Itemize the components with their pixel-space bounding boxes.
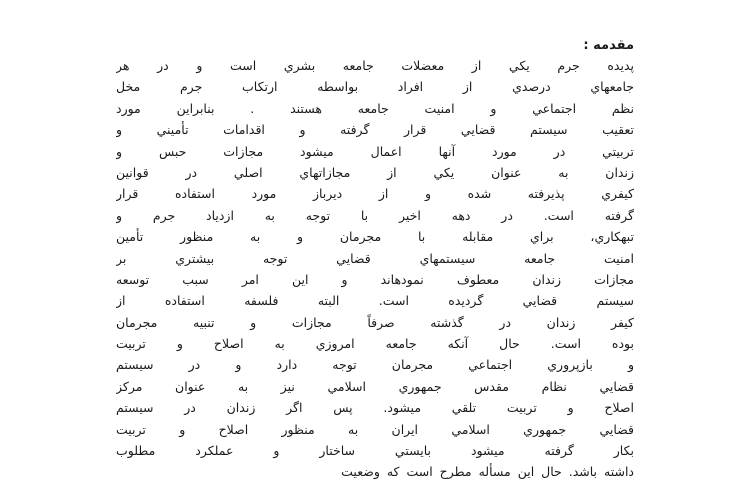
text-line: تربيتي در مورد آنها اعمال ميشود مجازات حبس و [116,143,634,159]
text-line: داشته باشد. حال اين مسأله مطرح است كه وضعيت [341,464,634,480]
text-line: امنيت جامعه سيستمهاي قضايي توجه بيشتري بر [116,250,634,266]
text-line: قضايي جمهوري اسلامي ايران به منظور اصلاح و تربيت [116,421,634,437]
body-paragraph [116,55,634,483]
text-line: بكار گرفته ميشود بايستي ساختار و عملكرد مطلوب [116,443,634,459]
text-line: كيفري پذيرفته شده و از ديرباز مورد استفاده قرار [116,186,634,202]
text-line: گرفته است. در دهه اخير با توجه به ازدياد جرم و [116,207,634,223]
text-line: تبهكاري، براي مقابله با مجرمان و به منظور تأمين [116,229,634,245]
text-line: بوده است. حال آنكه جامعه امروزي به اصلاح و تربيت [116,336,634,352]
text-line: زندان به عنوان يكي از مجازاتهاي اصلي در قوانين [116,164,634,180]
section-heading: مقدمه : [583,38,634,53]
text-line: سيستم قضايي گرديده است. البته فلسفه استفاده از [116,293,634,309]
text-line: كيفر زندان در گذشته صرفاً مجازات و تنبيه مجرمان [116,314,634,330]
text-line: تعقيب سيستم قضايي قرار گرفته و اقدامات تأميني و [116,122,634,138]
text-line: پديده جرم يكي از معضلات جامعه بشري است و در هر [116,58,634,73]
text-line: جامعهاي درصدي از افراد بواسطه ارتكاب جرم مخل [116,79,634,95]
text-line: نظم اجتماعي و امنيت جامعه هستند . بنابراين مورد [116,100,634,116]
text-line: و بازپروري اجتماعي مجرمان توجه دارد و در سيستم [116,357,634,373]
text-line: قضايي نظام مقدس جمهوري اسلامي نيز به عنوان مركز [116,378,634,394]
text-line: مجازات زندان معطوف نمودهاند و اين امر سبب توسعه [116,271,634,287]
text-line: اصلاح و تربيت تلقي ميشود. پس اگر زندان در سيستم [116,400,634,416]
